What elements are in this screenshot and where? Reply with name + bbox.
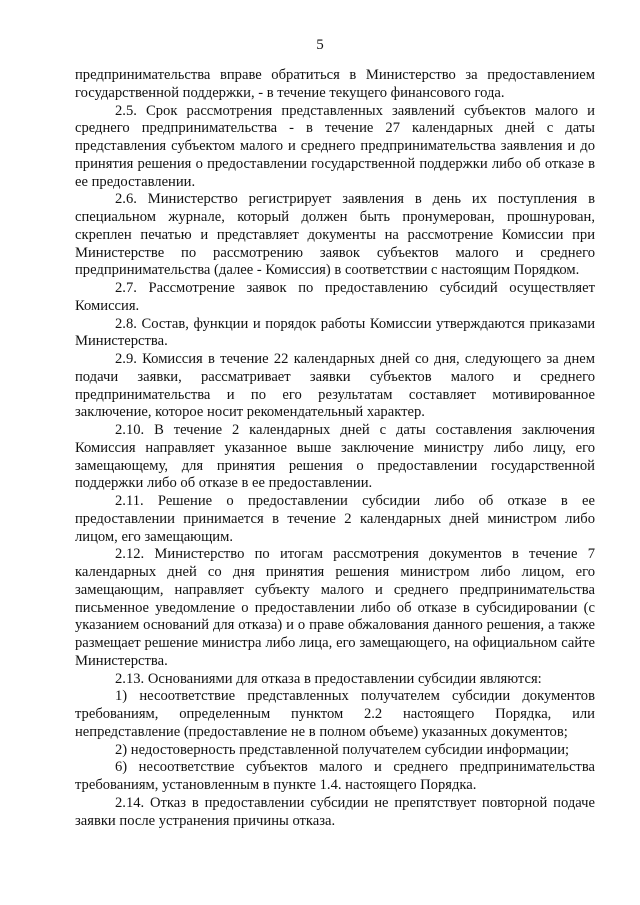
page-number: 5 (316, 37, 324, 53)
paragraph-continuation: предпринимательства вправе обратиться в Министерство за предоставлением государственной поддержки, - в течение текущего финансового года. (75, 67, 595, 101)
paragraph-2-8: 2.8. Состав, функции и порядок работы Комиссии утверждаются приказами Министерства. (75, 315, 595, 350)
list-item-2: 2) недостоверность представленной получателем субсидии информации; (115, 741, 570, 758)
paragraph-2-12: 2.12. Министерство по итогам рассмотрения документов в течение 7 календарных дней со дня принятия решения министром либо лицом, его замещающим, направляет субъекту малого и среднего предпринимательства письменное уведомление о предоставлении либо об отказе в субсидировании (с указанием оснований для отказа) и о праве обжалования данного решения, а также размещает решение министра либо лица, его замещающего, на официальном сайте Министерства. (75, 546, 595, 669)
paragraph-2-13: 2.13. Основаниями для отказа в предоставлении субсидии являются: (115, 670, 542, 687)
paragraph-2-14: 2.14. Отказ в предоставлении субсидии не препятствует повторной подаче заявки после устранения причины отказа. (75, 794, 595, 829)
paragraph-2-10: 2.10. В течение 2 календарных дней с даты составления заключения Комиссия направляет указанное выше заключение министру либо лицу, его замещающему, для принятия решения о предоставлении государственной поддержки либо об отказе в ее предоставлении. (75, 422, 595, 492)
document-body (75, 67, 595, 830)
list-item-6: 6) несоответствие субъектов малого и среднего предпринимательства требованиям, установленным в пункте 1.4. настоящего Порядка. (75, 759, 595, 793)
paragraph-2-11: 2.11. Решение о предоставлении субсидии либо об отказе в ее предоставлении принимается в течение 2 календарных дней министром либо лицом, его замещающим. (75, 493, 595, 545)
paragraph-2-9: 2.9. Комиссия в течение 22 календарных дней со дня, следующего за днем подачи заявки, рассматривает заявки субъектов малого и среднего предпринимательства и по его результатам составляет мотивированное заключение, которое носит рекомендательный характер. (75, 351, 595, 421)
paragraph-2-5: 2.5. Срок рассмотрения представленных заявлений субъектов малого и среднего предпринимательства - в течение 27 календарных дней с даты представления субъектом малого и среднего предпринимательства заявления и до принятия решения о предоставлении государственной поддержки либо об отказе в ее предоставлении. (75, 102, 595, 190)
paragraph-2-7: 2.7. Рассмотрение заявок по предоставлению субсидий осуществляет Комиссия. (75, 280, 595, 314)
paragraph-2-6: 2.6. Министерство регистрирует заявления в день их поступления в специальном журнале, который должен быть пронумерован, прошнурован, скреплен печатью и представляет документы на рассмотрение Комиссии при Министерстве по рассмотрению заявок субъектов малого и среднего предпринимательства (далее - Комиссия) в соответствии с настоящим Порядком. (75, 191, 595, 279)
list-item-1: 1) несоответствие представленных получателем субсидии документов требованиям, определенным пунктом 2.2 настоящего Порядка, или непредставление (предоставление не в полном объеме) указанных документов; (75, 688, 595, 740)
